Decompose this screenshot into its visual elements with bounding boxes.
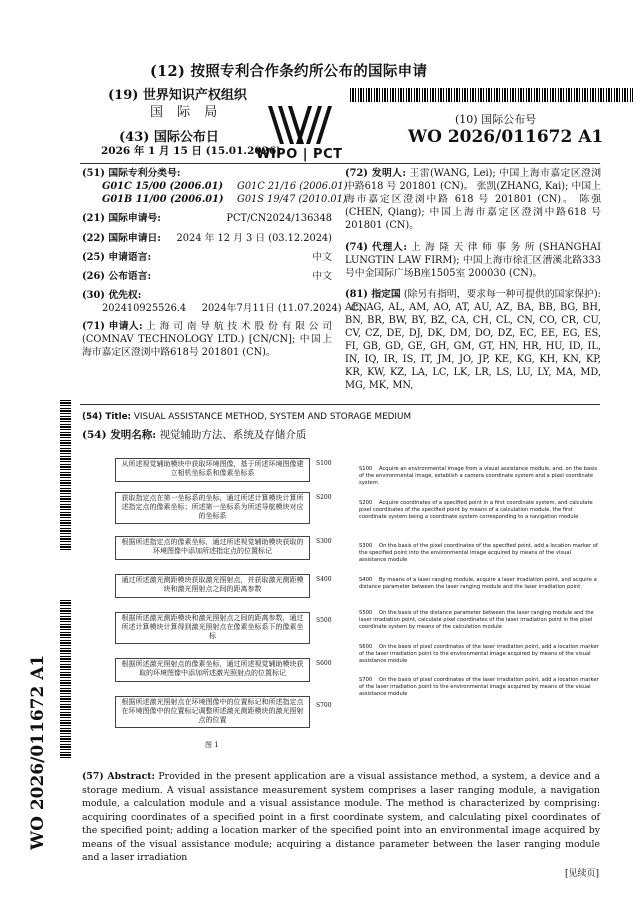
- publication-date-label: (43) 国际公布日: [119, 130, 219, 145]
- agent-value: 上 海 隆 天 律 师 事 务 所 (SHANGHAI LUNGTIN LAW FIRM); 中国上海市徐汇区漕溪北路333号中金国际广场B座1505室 200030 (CN)。: [345, 242, 601, 279]
- ipc-section: [82, 167, 348, 206]
- publication-date: 2026 年 1 月 15 日 (15.01.2026): [101, 145, 282, 157]
- flow-step-box: 根据所述激光照射点的像素坐标，通过所述视觉辅助模块获取的环境图像中添加所述激光照射点的位置标记: [115, 658, 310, 682]
- organization-name: (19) 世界知识产权组织: [108, 88, 247, 103]
- filing-date-row: [82, 232, 332, 245]
- wipo-pct-logo-text: WIPO | PCT: [256, 147, 343, 162]
- header-divider: [80, 163, 600, 164]
- flow-step-label: S200: [316, 494, 332, 501]
- abstract-text: Provided in the present application are a visual assistance method, a system, a device and a storage medium. A visual assistance measurement system comprises a laser ranging module, a navigation module, a calculation module and a visual assistance module. The method is characterized by comprising: acquiring coordinates of a specified point in a first coordinate system, and calculating pixel coordinates of the specified point; adding a location marker of the specified point into an environmental image acquired by means of the visual assistance module; acquiring a distance parameter between the laser ranging module and a laser irradiation: [82, 771, 600, 863]
- publication-language-row: [82, 270, 332, 283]
- wipo-logo-icon: [258, 104, 342, 150]
- flow-step-box: 获取指定点在第一坐标系的坐标，通过所述计算模块计算所述指定点的像素坐标；所述第一坐标系为所述导航模块对应的坐标系: [115, 492, 310, 524]
- flow-step-label: S500: [316, 617, 332, 624]
- inventors-section: [345, 167, 601, 232]
- step-description: S600 On the basis of pixel coordinates of the laser irradiation point, add a location marker of the laser irradiation point to the environmental image acquired by means of the visual assistance module: [359, 644, 599, 664]
- publication-language: 中文: [312, 271, 332, 282]
- priority-label: (30) 优先权:: [82, 290, 142, 301]
- title-en: VISUAL ASSISTANCE METHOD, SYSTEM AND STORAGE MEDIUM: [133, 412, 412, 422]
- organization-bureau: 国 际 局: [150, 105, 223, 120]
- step-description: S100 Acquire an environmental image from a visual assistance module, and, on the basis of the environmental image, establish a camera coordinate system and a pixel coordinate system: [359, 466, 598, 486]
- flow-step-box: 根据所述激光照射点在环境图像中的位置标记和所述指定点在环境图像中的位置标记调整所述激光测距模块的激光照射点的位置: [115, 696, 310, 728]
- title-zh-row: [82, 429, 306, 442]
- ipc-code: G01S 19/47 (2010.01): [237, 194, 347, 205]
- title-divider: [80, 404, 600, 405]
- applicant-value: 上 海 司 南 导 航 技 术 股 份 有 限 公 司 (COMNAV TECHNOLOGY LTD.) [CN/CN]; 中国上海市嘉定区澄浏中路618号 201801 (CN)。: [82, 321, 332, 358]
- title-zh: 视觉辅助方法、系统及存储介质: [159, 429, 307, 441]
- agent-section: [345, 241, 601, 280]
- ipc-label: (51) 国际专利分类号:: [82, 168, 181, 179]
- publication-number: WO 2026/011672 A1: [408, 127, 604, 147]
- flow-step-box: 通过所述激光测距模块获取激光照射点，并获取激光测距模块和激光照射点之间的距离参数: [115, 574, 310, 598]
- flow-step-label: S600: [316, 660, 332, 667]
- ipc-code: G01C 15/00 (2006.01): [102, 181, 224, 192]
- continued-note: [见续页]: [565, 869, 600, 879]
- publication-language-label: (26) 公布语言:: [82, 271, 152, 282]
- flow-step-label: S700: [316, 702, 332, 709]
- filing-language-label: (25) 申请语言:: [82, 252, 152, 263]
- priority-section: [82, 289, 367, 315]
- step-description: S300 On the basis of the pixel coordinates of the specified point, add a location marker of the specified point into the environmental image acquired by means of the visual assistance module: [359, 543, 598, 563]
- inventors-value: 王雷(WANG, Lei); 中国上海市嘉定区澄浏中路618 号 201801 (CN)。 张凯(ZHANG, Kai); 中国上海市嘉定区澄浏中路 618 号 201801 (CN)。 陈强(CHEN, Qiang); 中国上海市嘉定区澄浏中路618 号 201801 (CN)。: [345, 168, 601, 231]
- ipc-code: G01C 21/16 (2006.01): [237, 181, 348, 192]
- flow-step-box: 根据所述指定点的像素坐标，通过所述视觉辅助模块获取的环境图像中添加所述指定点的位置标记: [115, 536, 310, 560]
- publication-number-label: (10) 国际公布号: [455, 113, 537, 126]
- agent-label: (74) 代理人:: [345, 242, 407, 253]
- title-en-row: [82, 411, 411, 424]
- figure-caption: 图 1: [205, 741, 219, 749]
- filing-language: 中文: [312, 252, 332, 263]
- applicant-section: [82, 320, 332, 359]
- step-description: S200 Acquire coordinates of a specified point in a first coordinate system, and calculate pixel coordinates of the specified point by means of a calculation module, the first coordinate system being a coordinate system corresponding to a navigation module: [359, 500, 593, 520]
- step-description: S500 On the basis of the distance parameter between the laser ranging module and the laser irradiation point, calculate pixel coordinates of the laser irradiation point in the pixel coordinate system by means of the calculation module: [359, 610, 594, 630]
- application-number: PCT/CN2024/136348: [226, 213, 332, 224]
- flow-step-label: S400: [316, 576, 332, 583]
- designated-states-value: (除另有指明，要求每一种可提供的国家保护): AE, AG, AL, AM, AO, AT, AU, AZ, BA, BB, BG, BH, BN, BR, BW, BY, BZ, CA, CH, CL, CN, CO, CR, CU, CV, CZ, DE, DJ, DK, DM, DO, DZ, EC, EE, EG, ES, FI, GB, GD, GE, GH, GM, GT, HN, HR, HU, ID, IL, IN, IQ, IR, IS, IT, JM, JO, JP, KE, KG, KH, KN, KP, KR, KW, KZ, LA, LC, LK, LR, LS, LU, LY, MA, MD, MG, MK, MN,: [345, 289, 601, 391]
- filing-language-row: [82, 251, 332, 264]
- flow-step-label: S300: [316, 538, 332, 545]
- flowchart-figure: [110, 452, 355, 752]
- flow-step-box: 从所述视觉辅助模块中获取环境图像，基于所述环境图像建立相机坐标系和像素坐标系: [115, 458, 310, 482]
- designated-states-section: [345, 288, 601, 392]
- ipc-code: G01B 11/00 (2006.01): [102, 194, 224, 205]
- abstract: [82, 770, 600, 865]
- priority-data: 202410925526.4 2024年7月11日 (11.07.2024) CN: [102, 303, 367, 314]
- application-number-label: (21) 国际申请号:: [82, 213, 161, 224]
- step-description: S700 On the basis of pixel coordinates of the laser irradiation point, add a location marker of the laser irradiation point to the environmental image acquired by means of the visual assistance module: [359, 677, 599, 697]
- title-en-label: (54) Title:: [82, 412, 132, 422]
- inventors-label: (72) 发明人:: [345, 168, 406, 179]
- barcode-top: [350, 88, 633, 102]
- flow-step-label: S100: [316, 460, 332, 467]
- flow-step-box: 根据所述激光测距模块和激光照射点之间的距离参数，通过所述计算模块计算得到激光照射点在像素坐标系下的像素坐标: [115, 612, 310, 644]
- barcode-side-lower: [60, 600, 71, 760]
- side-publication-number: WO 2026/011672 A1: [28, 654, 48, 850]
- barcode-side-upper: [60, 400, 71, 550]
- designated-states-label: (81) 指定国: [345, 289, 401, 300]
- title-zh-label: (54) 发明名称:: [82, 429, 157, 441]
- filing-date: 2024 年 12 月 3 日 (03.12.2024): [176, 233, 332, 244]
- application-number-row: [82, 212, 332, 225]
- filing-date-label: (22) 国际申请日:: [82, 233, 161, 244]
- applicant-label: (71) 申请人:: [82, 321, 143, 332]
- step-description: S400 By means of a laser ranging module, acquire a laser irradiation point, and acquire a distance parameter between the laser ranging module and the laser irradiation point: [359, 577, 597, 590]
- document-title: (12) 按照专利合作条约所公布的国际申请: [150, 63, 428, 80]
- abstract-label: (57) Abstract:: [82, 771, 155, 782]
